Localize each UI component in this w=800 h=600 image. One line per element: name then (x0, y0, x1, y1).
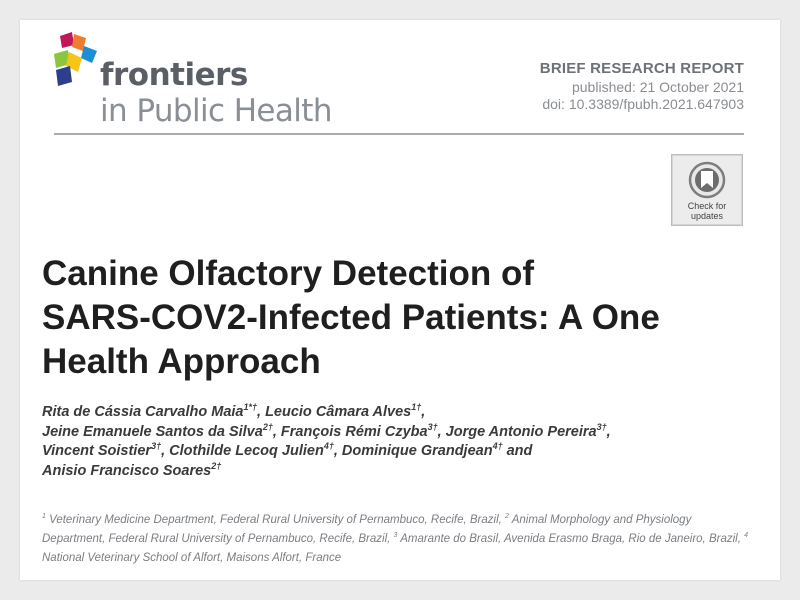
journal-name-line2: in Public Health (100, 93, 332, 129)
affiliation: Animal Morphology and Physiology Department, Federal Rural University of Pernambuco, Recife, Brazil, (42, 514, 692, 545)
author-list: Rita de Cássia Carvalho Maia$^{1*\dagger}$, Leucio Câmara Alves$^{1\dagger}$, Jeine Emanuele Santos da Silva$^{2\dagger}$, François Rémi Czyba$^{3\dagger}$, Jorge Antonio Pereira$^{3\dagger}$, Vincent Soistier$^{3\dagger}$, Clothilde Lecoq Julien$^{4\dagger}$, Dominique Grandjean$^{4\dagger}$ and Anisio Francisco Soares$^{2\dagger}$ (42, 402, 611, 479)
affiliation: Amarante do Brasil, Avenida Erasmo Braga, Rio de Janeiro, Brazil, (397, 533, 745, 545)
article-meta (540, 60, 744, 114)
article-title (42, 252, 762, 384)
author[interactable]: Rita de Cássia Carvalho Maia$^{1*\dagger}$ (42, 402, 257, 420)
article-type: BRIEF RESEARCH REPORT (539, 60, 744, 77)
author[interactable]: Vincent Soistier$^{3\dagger}$ (42, 441, 162, 459)
author[interactable]: Jorge Antonio Pereira$^{3\dagger}$ (445, 421, 607, 440)
author[interactable]: Dominique Grandjean$^{4\dagger}$ (341, 441, 503, 459)
affiliations: $^1$ Veterinary Medicine Department, Federal Rural University of Pernambuco, Recife, Brazil, $^2$ Animal Morphology and Physiology Department, Federal Rural University of Pernambuco, Recife, Brazil, $^3$ Amarante do Brasil, Avenida Erasmo Braga, Rio de Janeiro, Brazil, $^4$ National Veterinary School of Alfort, Maisons Alfort, France (42, 513, 749, 564)
header-divider (54, 133, 744, 135)
publication-date: published: 21 October 2021 (571, 78, 744, 95)
author[interactable]: Anisio Francisco Soares$^{2\dagger}$ (42, 460, 222, 479)
check-for-updates-label: Check for updates (687, 201, 727, 221)
journal-logo[interactable] (52, 32, 382, 132)
doi-link[interactable]: doi: 10.3389/fpubh.2021.647903 (542, 96, 744, 113)
article-page (20, 20, 780, 580)
journal-name-line1: frontiers (100, 57, 248, 93)
title-line: SARS-COV2-Infected Patients: A One (42, 298, 660, 337)
affiliation: Veterinary Medicine Department, Federal Rural University of Pernambuco, Recife, Brazil, (45, 514, 506, 526)
author[interactable]: Jeine Emanuele Santos da Silva$^{2\dagger}$ (42, 421, 273, 440)
frontiers-logo-icon (52, 32, 98, 92)
author[interactable]: François Rémi Czyba$^{3\dagger}$ (280, 421, 438, 440)
author[interactable]: Leucio Câmara Alves$^{1\dagger}$ (265, 402, 422, 420)
crossmark-icon (688, 161, 726, 199)
check-for-updates-button[interactable] (671, 154, 743, 226)
author[interactable]: Clothilde Lecoq Julien$^{4\dagger}$ (169, 441, 334, 459)
title-line: Canine Olfactory Detection of (42, 254, 535, 293)
affiliation: National Veterinary School of Alfort, Maisons Alfort, France (42, 552, 342, 564)
title-line: Health Approach (42, 342, 321, 381)
